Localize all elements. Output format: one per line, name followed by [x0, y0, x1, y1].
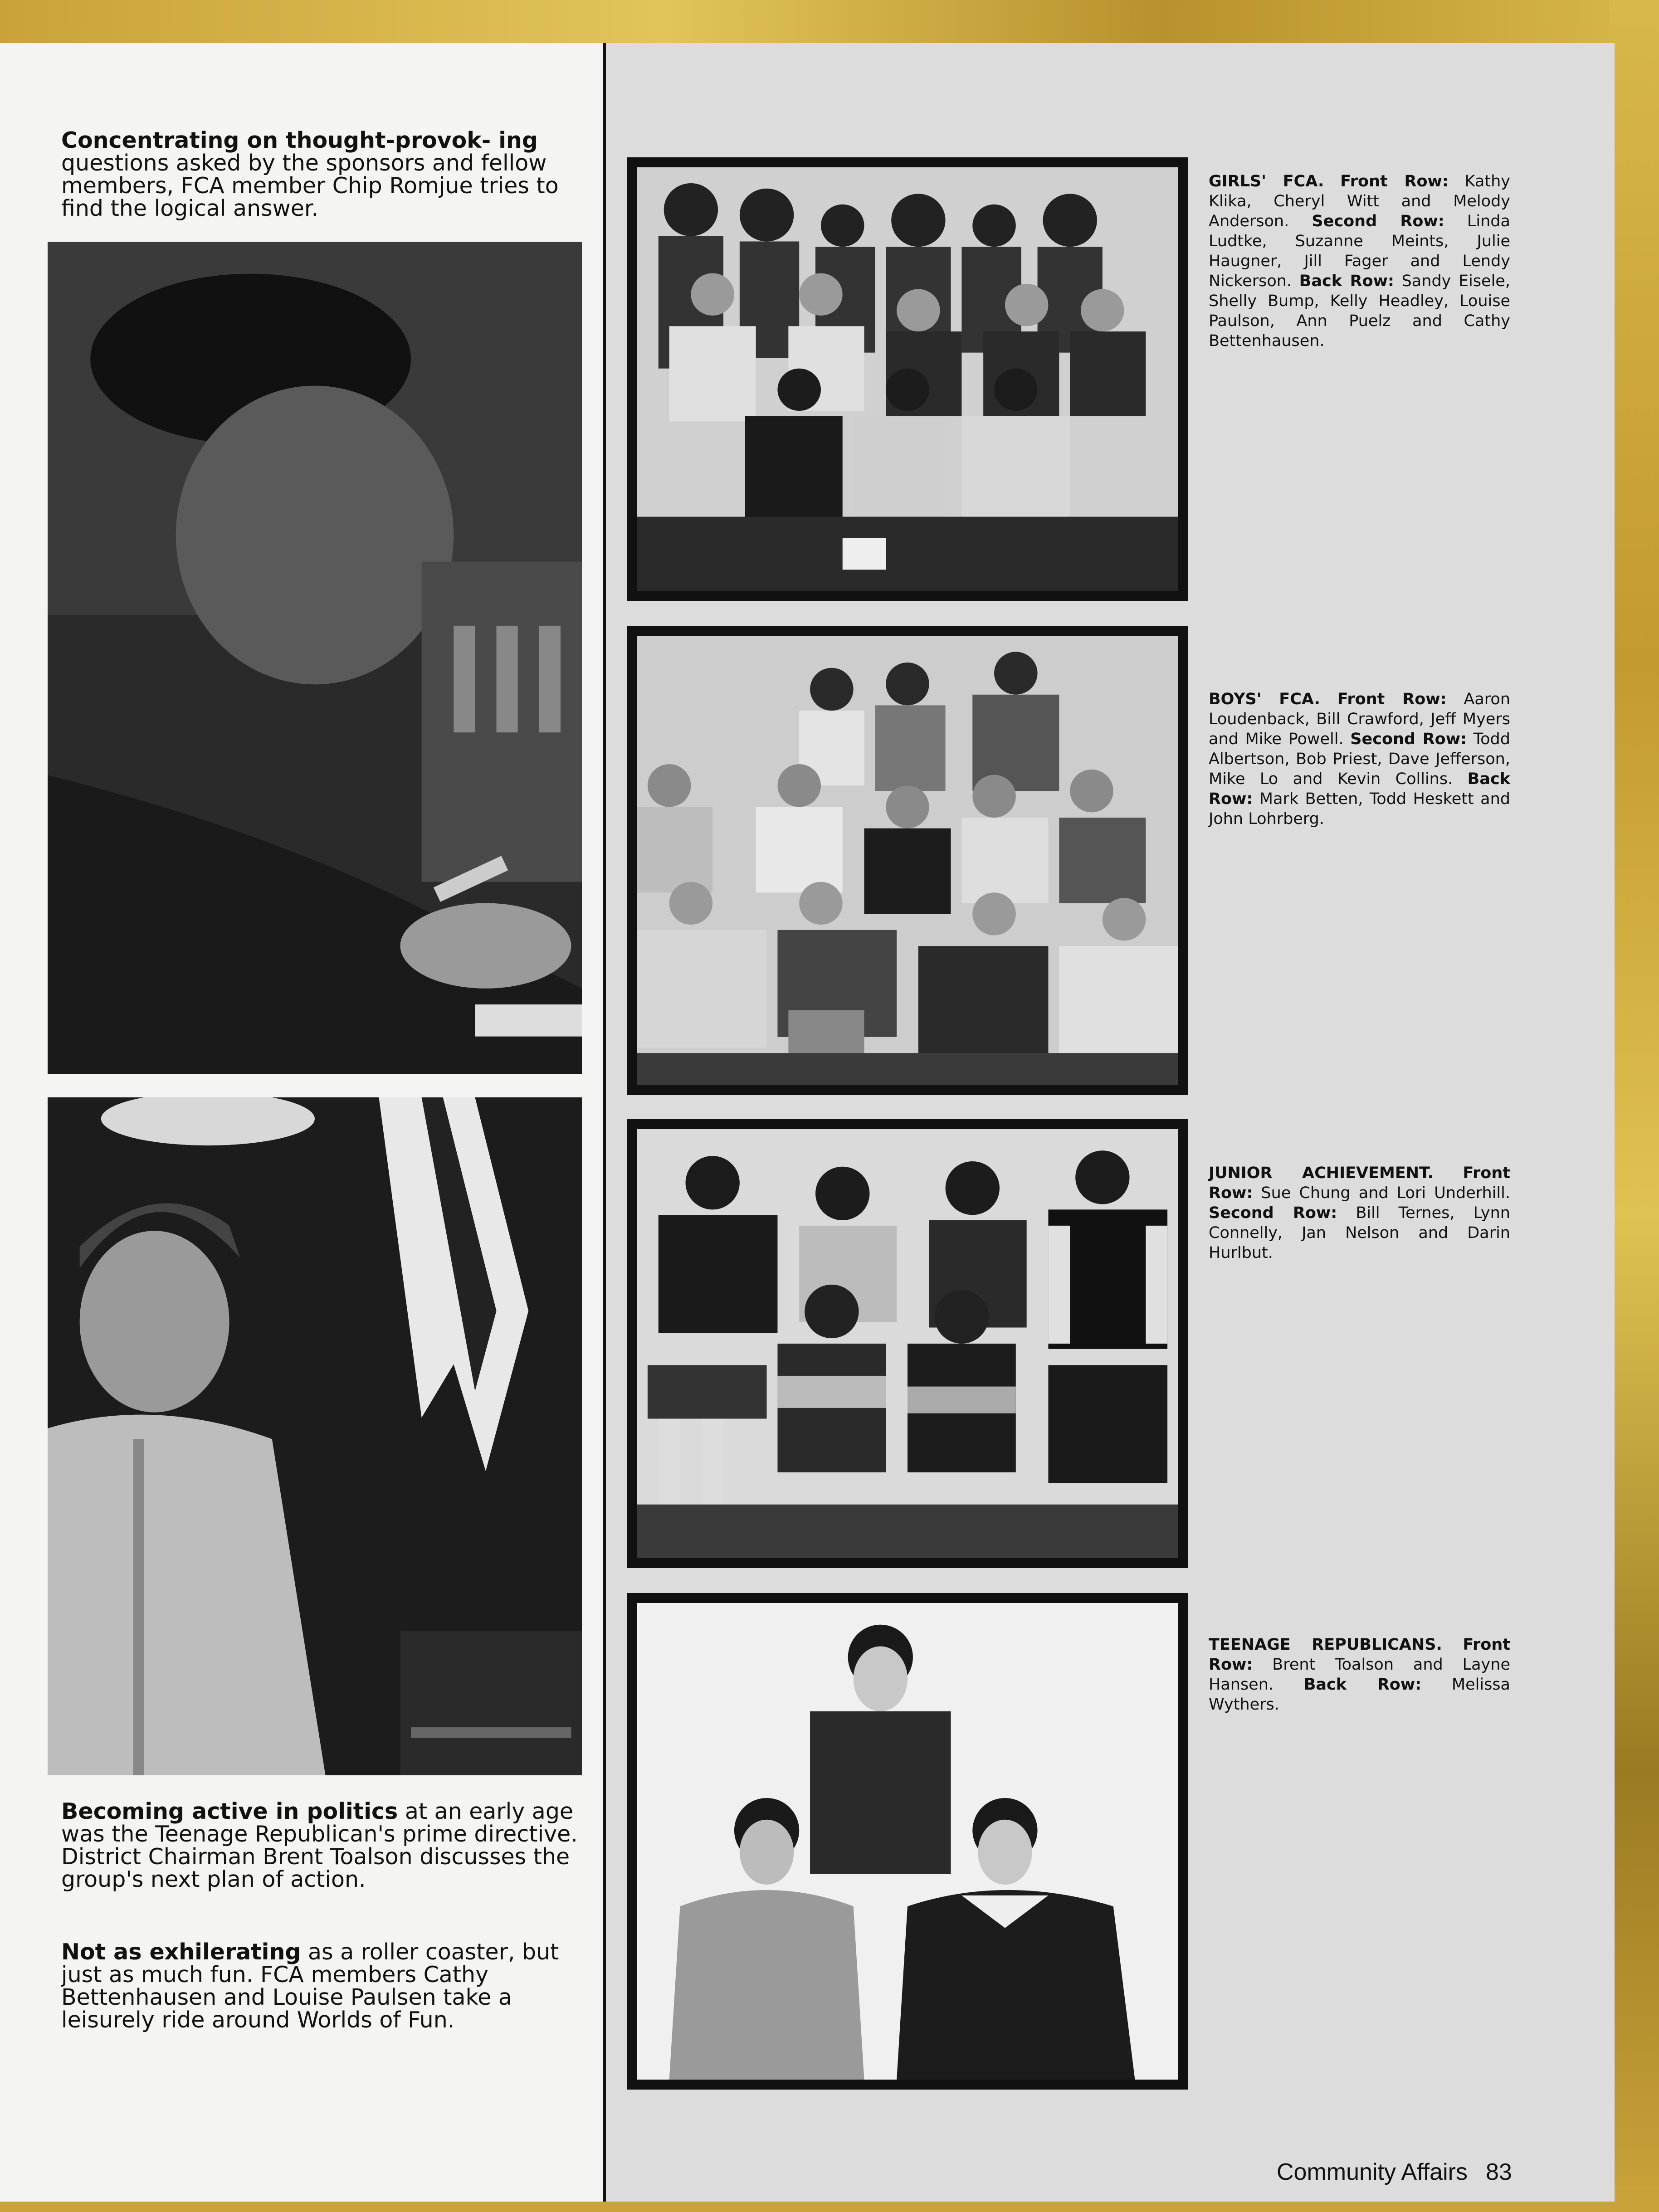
caption-lead: Becoming active in politics: [61, 1798, 398, 1824]
row-label: Front Row:: [1337, 690, 1447, 708]
caption-politics: [61, 1800, 583, 1891]
row-label: Back Row:: [1299, 272, 1394, 290]
photo-student-writing: [48, 242, 582, 1074]
row-names: Bill Ternes, Lynn Connelly, Jan Nelson and Darin Hurlbut.: [1209, 1204, 1510, 1262]
book-binding-right: [1609, 0, 1659, 2212]
caption-teenage-republicans: [1209, 1635, 1510, 1715]
photo-junior-achievement: [627, 1119, 1188, 1568]
group-title: TEENAGE REPUBLICANS.: [1209, 1636, 1442, 1654]
row-names: Brent Toalson and Layne Hansen.: [1209, 1656, 1510, 1694]
group-title: GIRLS' FCA.: [1209, 172, 1324, 190]
photo-student-flag: [48, 1097, 582, 1775]
caption-junior-achievement: [1209, 1163, 1510, 1263]
photo-girls-fca: [627, 157, 1188, 601]
caption-body: at an early age was the Teenage Republican's prime directive. District Chairman Brent Toalson discusses the group's next plan of action.: [61, 1798, 578, 1892]
row-label: Front Row:: [1209, 1636, 1510, 1674]
caption-boys-fca: [1209, 689, 1510, 829]
group-title: BOYS' FCA.: [1209, 690, 1320, 708]
caption-lead: Not as exhilerating: [61, 1939, 301, 1965]
photo-boys-fca: [627, 626, 1188, 1095]
page-number: 83: [1485, 2159, 1512, 2185]
caption-exhilarating: [61, 1941, 583, 2032]
row-names: Sandy Eisele, Shelly Bump, Kelly Headley, Louise Paulson, Ann Puelz and Cathy Bettenhausen.: [1209, 272, 1510, 350]
caption-thought-provoking: [61, 129, 583, 220]
row-names: Kathy Klika, Cheryl Witt and Melody Anderson.: [1209, 172, 1510, 230]
row-names: Todd Albertson, Bob Priest, Dave Jefferson, Mike Lo and Kevin Collins.: [1209, 730, 1510, 788]
yearbook-page: [0, 43, 1615, 2202]
caption-body: as a roller coaster, but just as much fun. FCA members Cathy Bettenhausen and Louise Paulsen take a leisurely ride around Worlds of Fun.: [61, 1939, 559, 2033]
row-label: Front Row:: [1209, 1164, 1510, 1202]
row-label: Second Row:: [1312, 212, 1444, 230]
column-divider: [603, 43, 606, 2202]
row-names: Linda Ludtke, Suzanne Meints, Julie Haugner, Jill Fager and Lendy Nickerson.: [1209, 212, 1510, 290]
row-names: Mark Betten, Todd Heskett and John Lohrberg.: [1209, 790, 1510, 828]
row-names: Aaron Loudenback, Bill Crawford, Jeff Myers and Mike Powell.: [1209, 690, 1510, 748]
page-footer: [1277, 2158, 1512, 2186]
row-label: Front Row:: [1340, 172, 1449, 190]
book-binding-top: [0, 0, 1659, 45]
row-label: Second Row:: [1209, 1204, 1337, 1222]
row-names: Sue Chung and Lori Underhill.: [1261, 1184, 1510, 1202]
caption-lead: Concentrating on thought-provok- ing: [61, 127, 538, 153]
section-name: Community Affairs: [1277, 2159, 1468, 2185]
caption-body: questions asked by the sponsors and fellow members, FCA member Chip Romjue tries to find the logical answer.: [61, 150, 559, 221]
group-title: JUNIOR ACHIEVEMENT.: [1209, 1164, 1434, 1182]
caption-girls-fca: [1209, 171, 1510, 351]
row-label: Second Row:: [1350, 730, 1467, 748]
row-label: Back Row:: [1303, 1676, 1422, 1694]
row-label: Back Row:: [1209, 770, 1510, 808]
photo-teenage-republicans: [627, 1593, 1188, 2090]
row-names: Melissa Wythers.: [1209, 1676, 1510, 1714]
